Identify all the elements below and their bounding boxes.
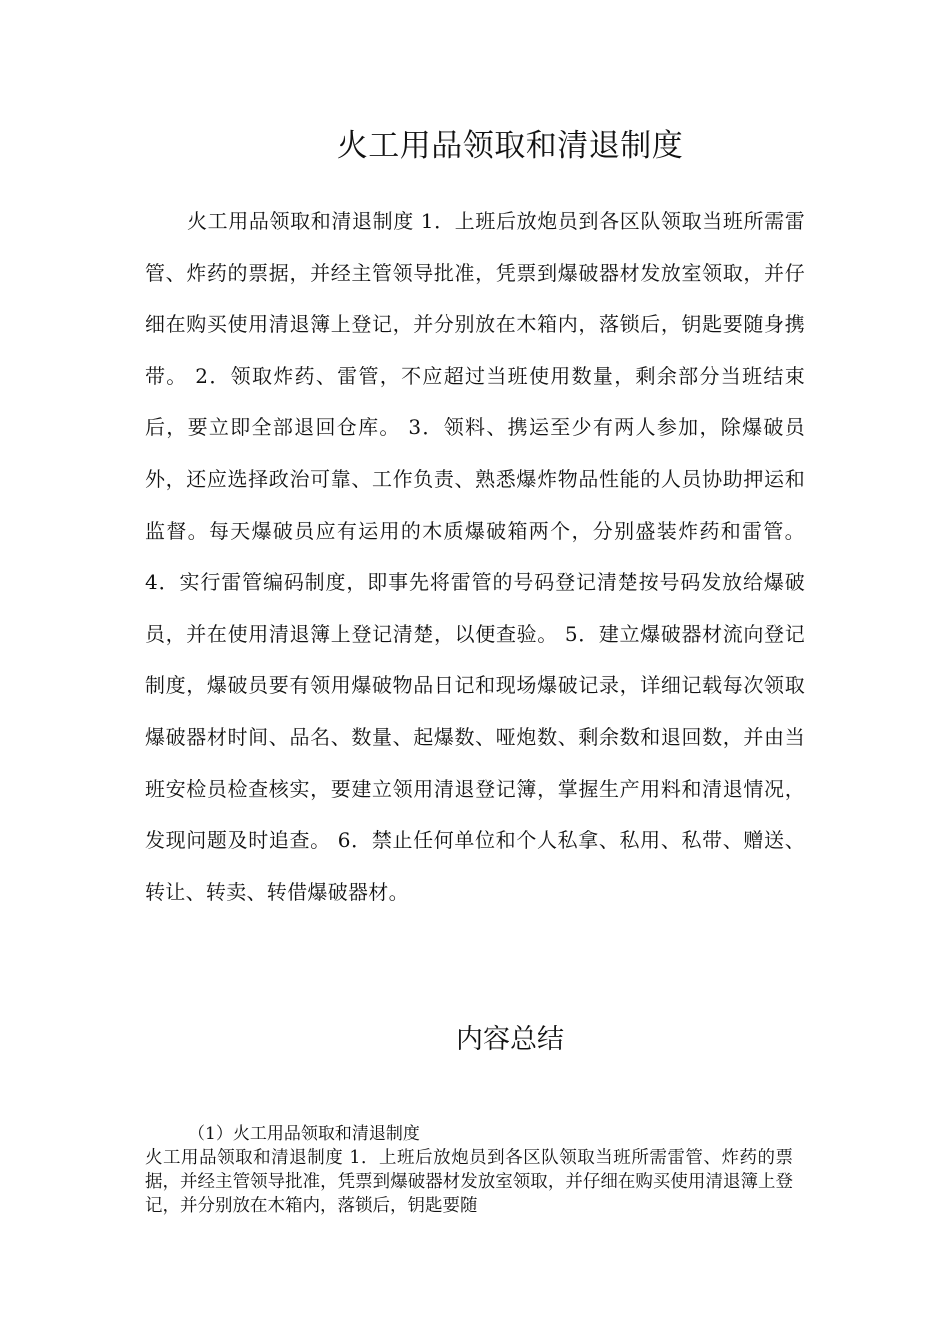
document-title: 火工用品领取和清退制度 — [336, 128, 684, 164]
summary-item-text: 火工用品领取和清退制度 1．上班后放炮员到各区队领取当班所需雷管、炸药的票据，并经主管领导批准，凭票到爆破器材发放室领取，并仔细在购买使用清退簿上登记，并分别放在木箱内，落锁后，钥匙要随 — [145, 1148, 793, 1216]
document-body: 火工用品领取和清退制度 1．上班后放炮员到各区队领取当班所需雷管、炸药的票据，并经主管领导批准，凭票到爆破器材发放室领取，并仔细在购买使用清退簿上登记，并分别放在木箱内，落锁后，钥匙要随身携带。 2．领取炸药、雷管，不应超过当班使用数量，剩余部分当班结束后，要立即全部退回仓库。 3．领料、携运至少有两人参加，除爆破员外，还应选择政治可靠、工作负责、熟悉爆炸物品性能的人员协助押运和监督。每天爆破员应有运用的木质爆破箱两个，分别盛装炸药和雷管。 4．实行雷管编码制度，即事先将雷管的号码登记清楚按号码发放给爆破员，并在使用清退簿上登记清楚，以便查验。 5．建立爆破器材流向登记制度，爆破员要有领用爆破物品日记和现场爆破记录，详细记载每次领取爆破器材时间、品名、数量、起爆数、哑炮数、剩余数和退回数，并由当班安检员检查核实，要建立领用清退登记簿，掌握生产用料和清退情况，发现问题及时追查。 6．禁止任何单位和个人私拿、私用、私带、赠送、转让、转卖、转借爆破器材。 — [145, 209, 805, 904]
summary-item-heading: （1）火工用品领取和清退制度 — [188, 1124, 420, 1144]
summary-title: 内容总结 — [456, 1024, 564, 1055]
